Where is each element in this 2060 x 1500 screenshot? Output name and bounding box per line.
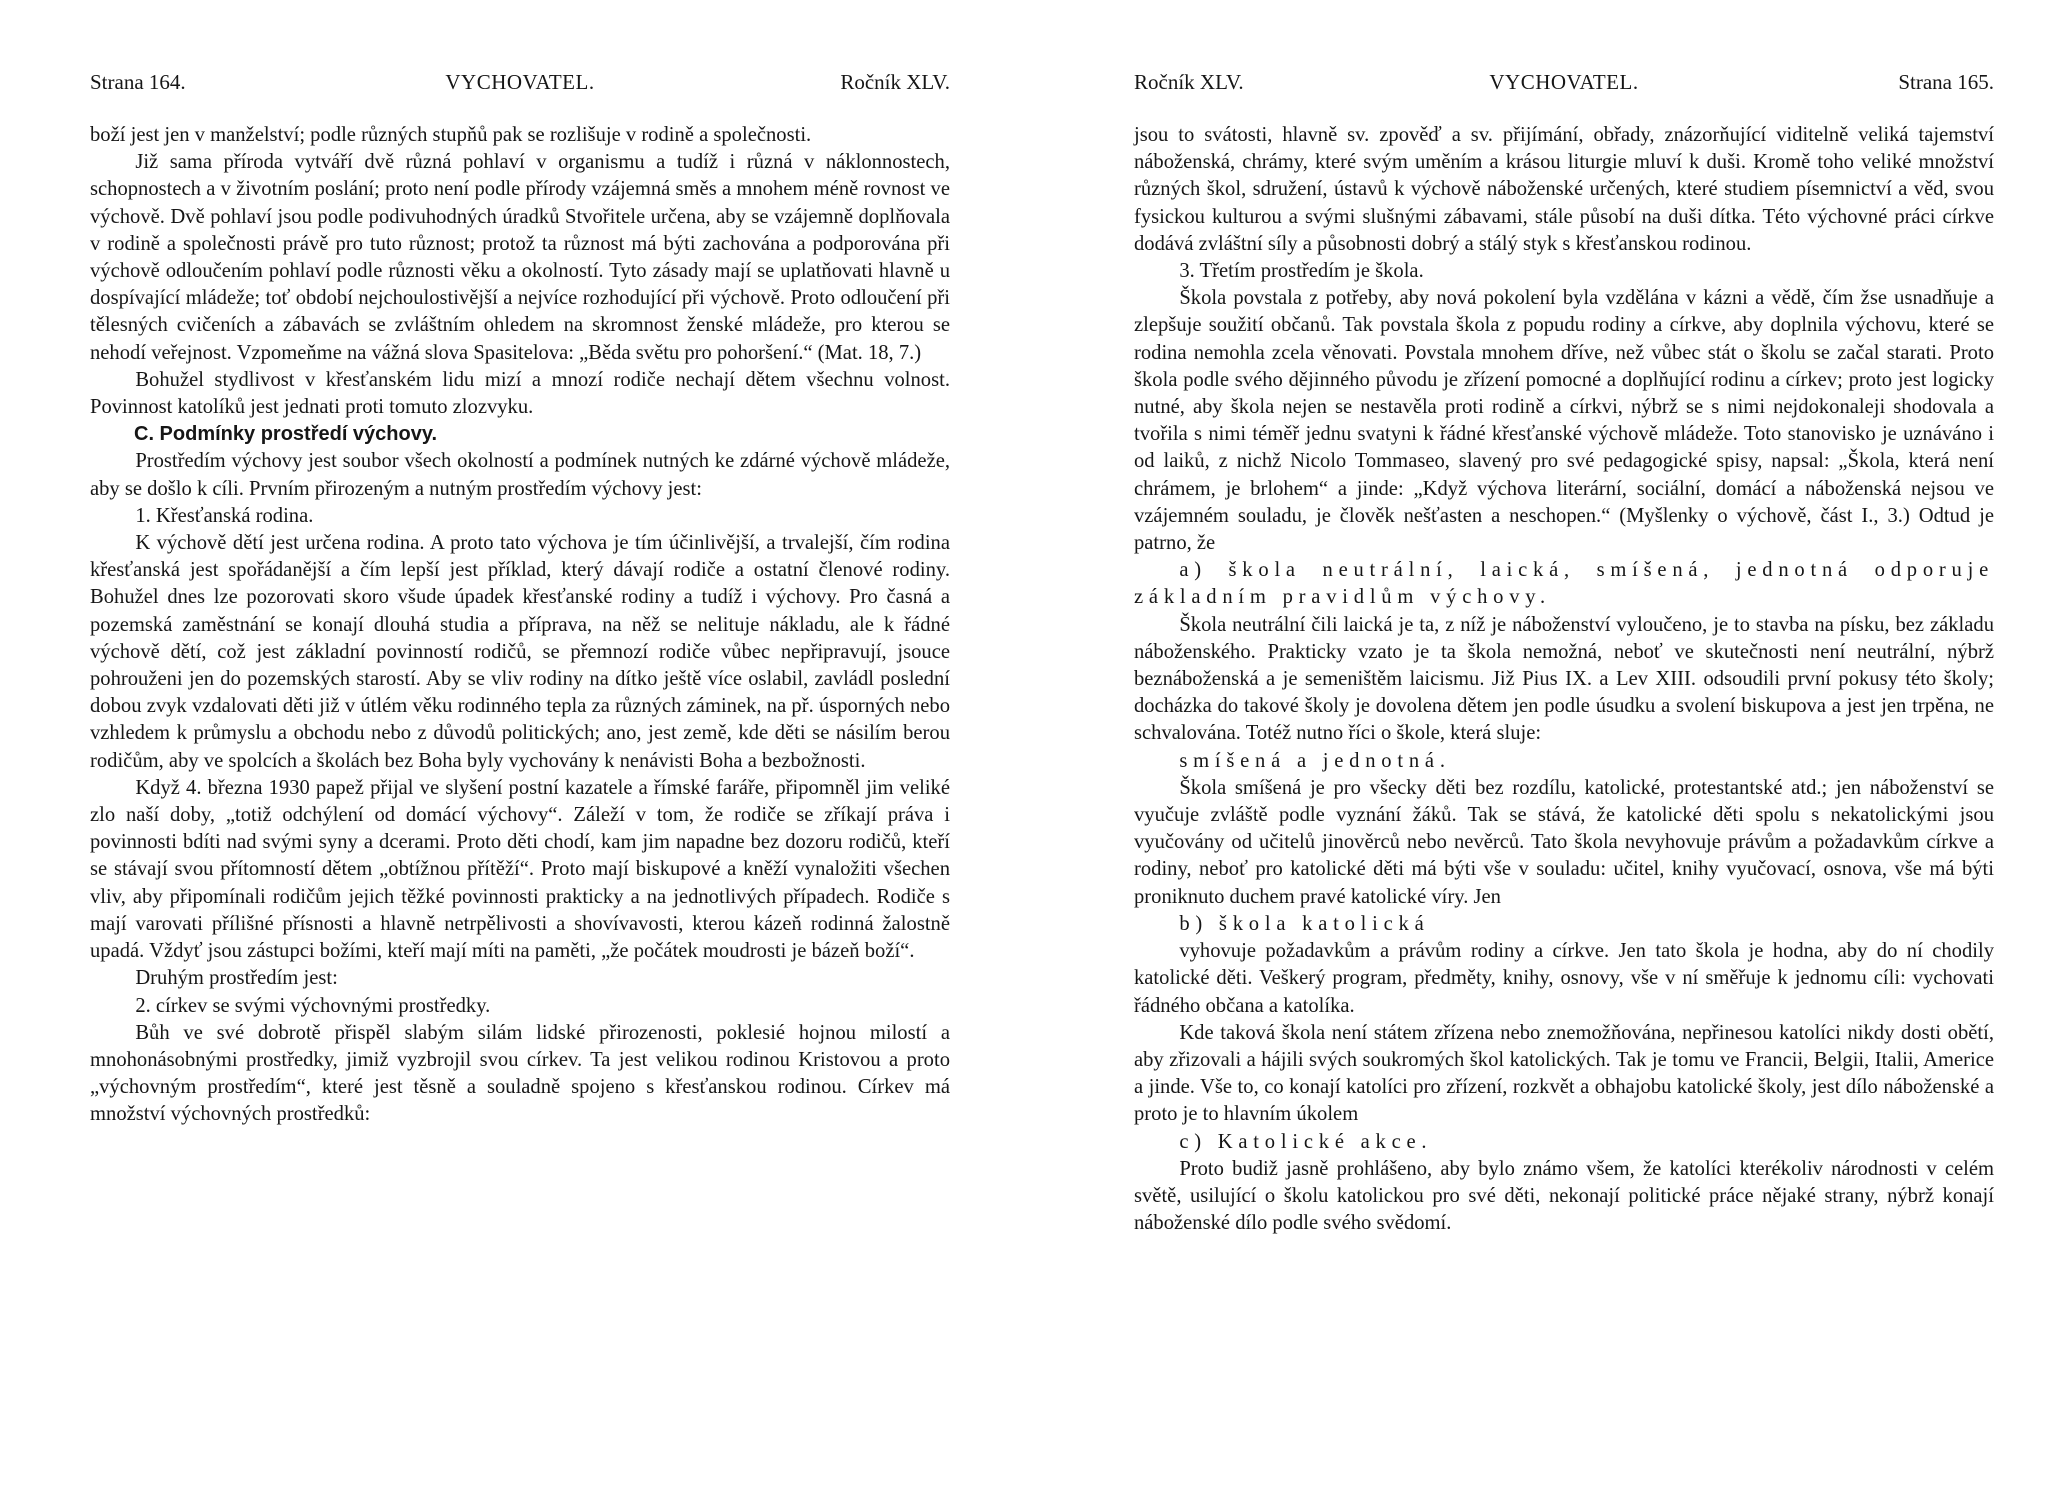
paragraph: K výchově dětí jest určena rodina. A proto tato výchova je tím účinlivější, a trvalejší, čím rodina křesťanská jest spořádanější a čím lepší jest příklad, který dávají rodiče a ostatní členové rodiny. Bohužel dnes lze pozorovati skoro všude úpadek křesťanské rodiny a tudíž i výchovy. Pro časná a pozemská zaměstnání se konají dlouhá studia a příprava, na něž se nelituje nákladu, ale k řádné výchově dětí, což jest základní povinností rodičů, se přemnozí rodiče vůbec nepřipravují, jsouce pohrouženi jen do pozemských starostí. Aby se vliv rodiny na dítko ještě více oslabil, zavládl poslední dobou zvyk vzdalovati děti již v útlém věku rodinného tepla za různých záminek, na př. úsporných nebo vzhledem k průmyslu a obchodu nebo z důvodů politických; ano, jest země, kde děti se násilím berou rodičům, aby ve spolcích a školách bez Boha byly vychovány k nenávisti Boha a bezbožnosti. bbox=[90, 532, 950, 772]
spaced-heading: smíšená a jednotná. bbox=[1179, 749, 1451, 772]
paragraph: Druhým prostředím jest: bbox=[135, 967, 338, 990]
spaced-heading: b) škola katolická bbox=[1179, 912, 1430, 935]
paragraph: Proto budiž jasně prohlášeno, aby bylo známo všem, že katolíci kterékoliv národnosti v celém světě, usilující o školu katolickou pro své děti, nekonají politické práce nějaké strany, nýbrž konají náboženské dílo podle svého svědomí. bbox=[1134, 1157, 1994, 1235]
left-page-body bbox=[90, 122, 950, 1129]
subsection-heading: 1. Křesťanská rodina. bbox=[135, 504, 314, 527]
left-page-header bbox=[90, 70, 950, 102]
paragraph: Když 4. března 1930 papež přijal ve slyšení postní kazatele a římské faráře, připomněl jim veliké zlo naší doby, „totiž odchýlení od domácí výchovy“. Záleží v tom, že rodiče se zříkají práva i povinnosti bdíti nad svými syny a dcerami. Proto děti chodí, kam jim napadne bez dozoru rodičů, kteří se stávají svou přítomností dětem „obtížnou přítěží“. Proto mají biskupové a kněží vynaložiti všechen vliv, aby připomínali rodičům jejich těžké povinnosti prakticky a na jednotlivých případech. Rodiče s mají varovati přílišné přísnosti a hlavně netrpělivosti a shovívavosti, kterou kázeň rodinná žalostně upadá. Vždyť jsou zástupci božími, kteří mají míti na paměti, „že počátek moudrosti je bázeň boží“. bbox=[90, 776, 950, 963]
paragraph: Škola smíšená je pro všecky děti bez rozdílu, katolické, protestantské atd.; jen náboženství se vyučuje zvláště podle vyznání žáků. Tak se stává, že katolické děti spolu s nekatolickými jsou vyučovány od učitelů jinověrců nebo nevěrců. Tato škola nevyhovuje právům a požadavkům církve a rodiny, neboť pro katolické děti má býti vše v souladu: učitel, knihy vyučovací, osnova, vše má býti proniknuto duchem pravé katolické víry. Jen bbox=[1134, 776, 1994, 908]
subsection-heading: 2. církev se svými výchovnými prostředky. bbox=[135, 994, 491, 1017]
paragraph: vyhovuje požadavkům a právům rodiny a církve. Jen tato škola je hodna, aby do ní chodily katolické děti. Veškerý program, předměty, knihy, osnovy, vše v ní směřuje k jednomu cíli: vychovati řádného občana a katolíka. bbox=[1134, 940, 1994, 1017]
paragraph: Prostředím výchovy jest soubor všech okolností a podmínek nutných ke zdárné výchově mládeže, aby se došlo k cíli. Prvním přirozeným a nutným prostředím výchovy jest: bbox=[90, 450, 950, 500]
paragraph: Škola povstala z potřeby, aby nová pokolení byla vzdělána v kázni a vědě, čím žse usnadňuje a zlepšuje soužití občanů. Tak povstala škola z popudu rodiny a církve, aby doplnila výchovu, které se rodina nemohla zcela věnovati. Povstala mnohem dříve, než vůbec stát o školu se začal starati. Proto škola podle svého dějinného původu je zřízení pomocné a doplňující rodinu a církev; proto jest logicky nutné, aby škola nejen se nestavěla proti rodině a církvi, nýbrž se s nimi nejdokonaleji shodovala a tvořila s nimi téměř jednu svatyni k řádné křesťanské výchově mládeže. Toto stanovisko je uznáváno i od laiků, z nichž Nicolo Tommaseo, slavený pro své pedagogické spisy, napsal: „Škola, která není chrámem, je brlohem“ a jinde: „Když výchova literární, sociální, domácí a náboženská nejsou ve vzájemném souladu, je člověk nešťasten a neschopen.“ (Myšlenky o výchově, část I., 3.) Odtud je patrno, že bbox=[1134, 287, 1994, 555]
volume-label: Ročník XLV. bbox=[840, 70, 950, 94]
journal-title: VYCHOVATEL. bbox=[445, 70, 595, 94]
page-number: Strana 165. bbox=[1898, 70, 1994, 94]
journal-title: VYCHOVATEL. bbox=[1489, 70, 1639, 94]
right-page-body bbox=[1134, 122, 1994, 1237]
paragraph: jsou to svátosti, hlavně sv. zpověď a sv. přijímání, obřady, znázorňující viditelně veliká tajemství náboženská, chrámy, které svým uměním a krásou liturgie mluví k duši. Kromě toho veliké množství různých škol, sdružení, ústavů k výchově náboženské určených, které studiem písemnictví a věd, svou fysickou kulturou a svými slušnými zábavami, stále působí na duši dítka. Této výchovné práci církve dodává zvláštní síly a působnosti dobrý a stálý styk s křesťanskou rodinou. bbox=[1134, 124, 1994, 255]
right-page-header bbox=[1134, 70, 1994, 102]
paragraph: Bohužel stydlivost v křesťanském lidu mizí a mnozí rodiče nechají dětem všechnu volnost. Povinnost katolíků jest jednati proti tomuto zlozvyku. bbox=[90, 368, 950, 419]
paragraph: boží jest jen v manželství; podle různých stupňů pak se rozlišuje v rodině a společnosti. bbox=[90, 124, 812, 146]
right-page bbox=[1030, 0, 2060, 1500]
volume-label: Ročník XLV. bbox=[1134, 70, 1244, 94]
paragraph: Bůh ve své dobrotě přispěl slabým silám lidské přirozenosti, poklesié hojnou milostí a mnohonásobnými prostředky, jimiž vyzbrojil svou církev. Ta jest velikou rodinou Kristovou a proto „výchovným prostředím“, které jest těsně a souladně spojeno s křesťanskou rodinou. Církev má množství výchovných prostředků: bbox=[90, 1021, 950, 1126]
paragraph: Již sama příroda vytváří dvě různá pohlaví v organismu a tudíž i různá v náklonnostech, schopnostech a v životním poslání; proto není podle přírody vzájemná směs a mnohem méně rovnost ve výchově. Dvě pohlaví jsou podle podivuhodných úradků Stvořitele určena, aby se vzájemně doplňovala v rodině a společnosti právě pro tuto různost; protož ta různost má býti zachována a podporována při výchově odloučením pohlaví podle různosti věku a okolností. Tyto zásady mají se uplatňovati hlavně u dospívající mládeže; toť období nejchoulostivější a nejvíce rozhodující při výchově. Proto odloučení při tělesných cvičeních a zábavách se zvláštním ohledem na skromnost ženské mládeže, pro kterou se nehodí veřejnost. Vzpomeňme na vážná slova Spasitelova: „Běda světu pro pohoršení.“ (Mat. 18, 7.) bbox=[90, 151, 950, 364]
section-heading: C. Podmínky prostředí výchovy. bbox=[134, 423, 438, 446]
paragraph: Kde taková škola není státem zřízena nebo znemožňována, nepřinesou katolíci nikdy dosti obětí, aby zřizovali a hájili svých soukromých škol katolických. Tak je tomu ve Francii, Belgii, Italii, Americe a jinde. Vše to, co konají katolíci pro zřízení, rozkvět a obhajobu katolické školy, jest dílo náboženské a proto je to hlavním úkolem bbox=[1134, 1021, 1994, 1126]
subsection-heading: 3. Třetím prostředím je škola. bbox=[1179, 260, 1424, 283]
paragraph: Škola neutrální čili laická je ta, z níž je náboženství vyloučeno, je to stavba na písku, bez základu náboženského. Prakticky vzato je ta škola nemožná, neboť ve skutečnosti není neutrální, nýbrž beznáboženská a je semeništěm laicismu. Již Pius IX. a Lev XIII. odsoudili první pokusy této školy; docházka do takové školy je dovolena dětem jen podle úsudku a svolení biskupova a jest jen trpěna, ne schvalována. Totéž nutno říci o škole, která sluje: bbox=[1134, 613, 1994, 745]
spaced-heading: c) Katolické akce. bbox=[1179, 1130, 1433, 1153]
page-number: Strana 164. bbox=[90, 70, 186, 94]
spaced-heading: a) škola neutrální, laická, smíšená, jednotná odporuje základním pravidlům výchovy. bbox=[1134, 559, 1994, 609]
